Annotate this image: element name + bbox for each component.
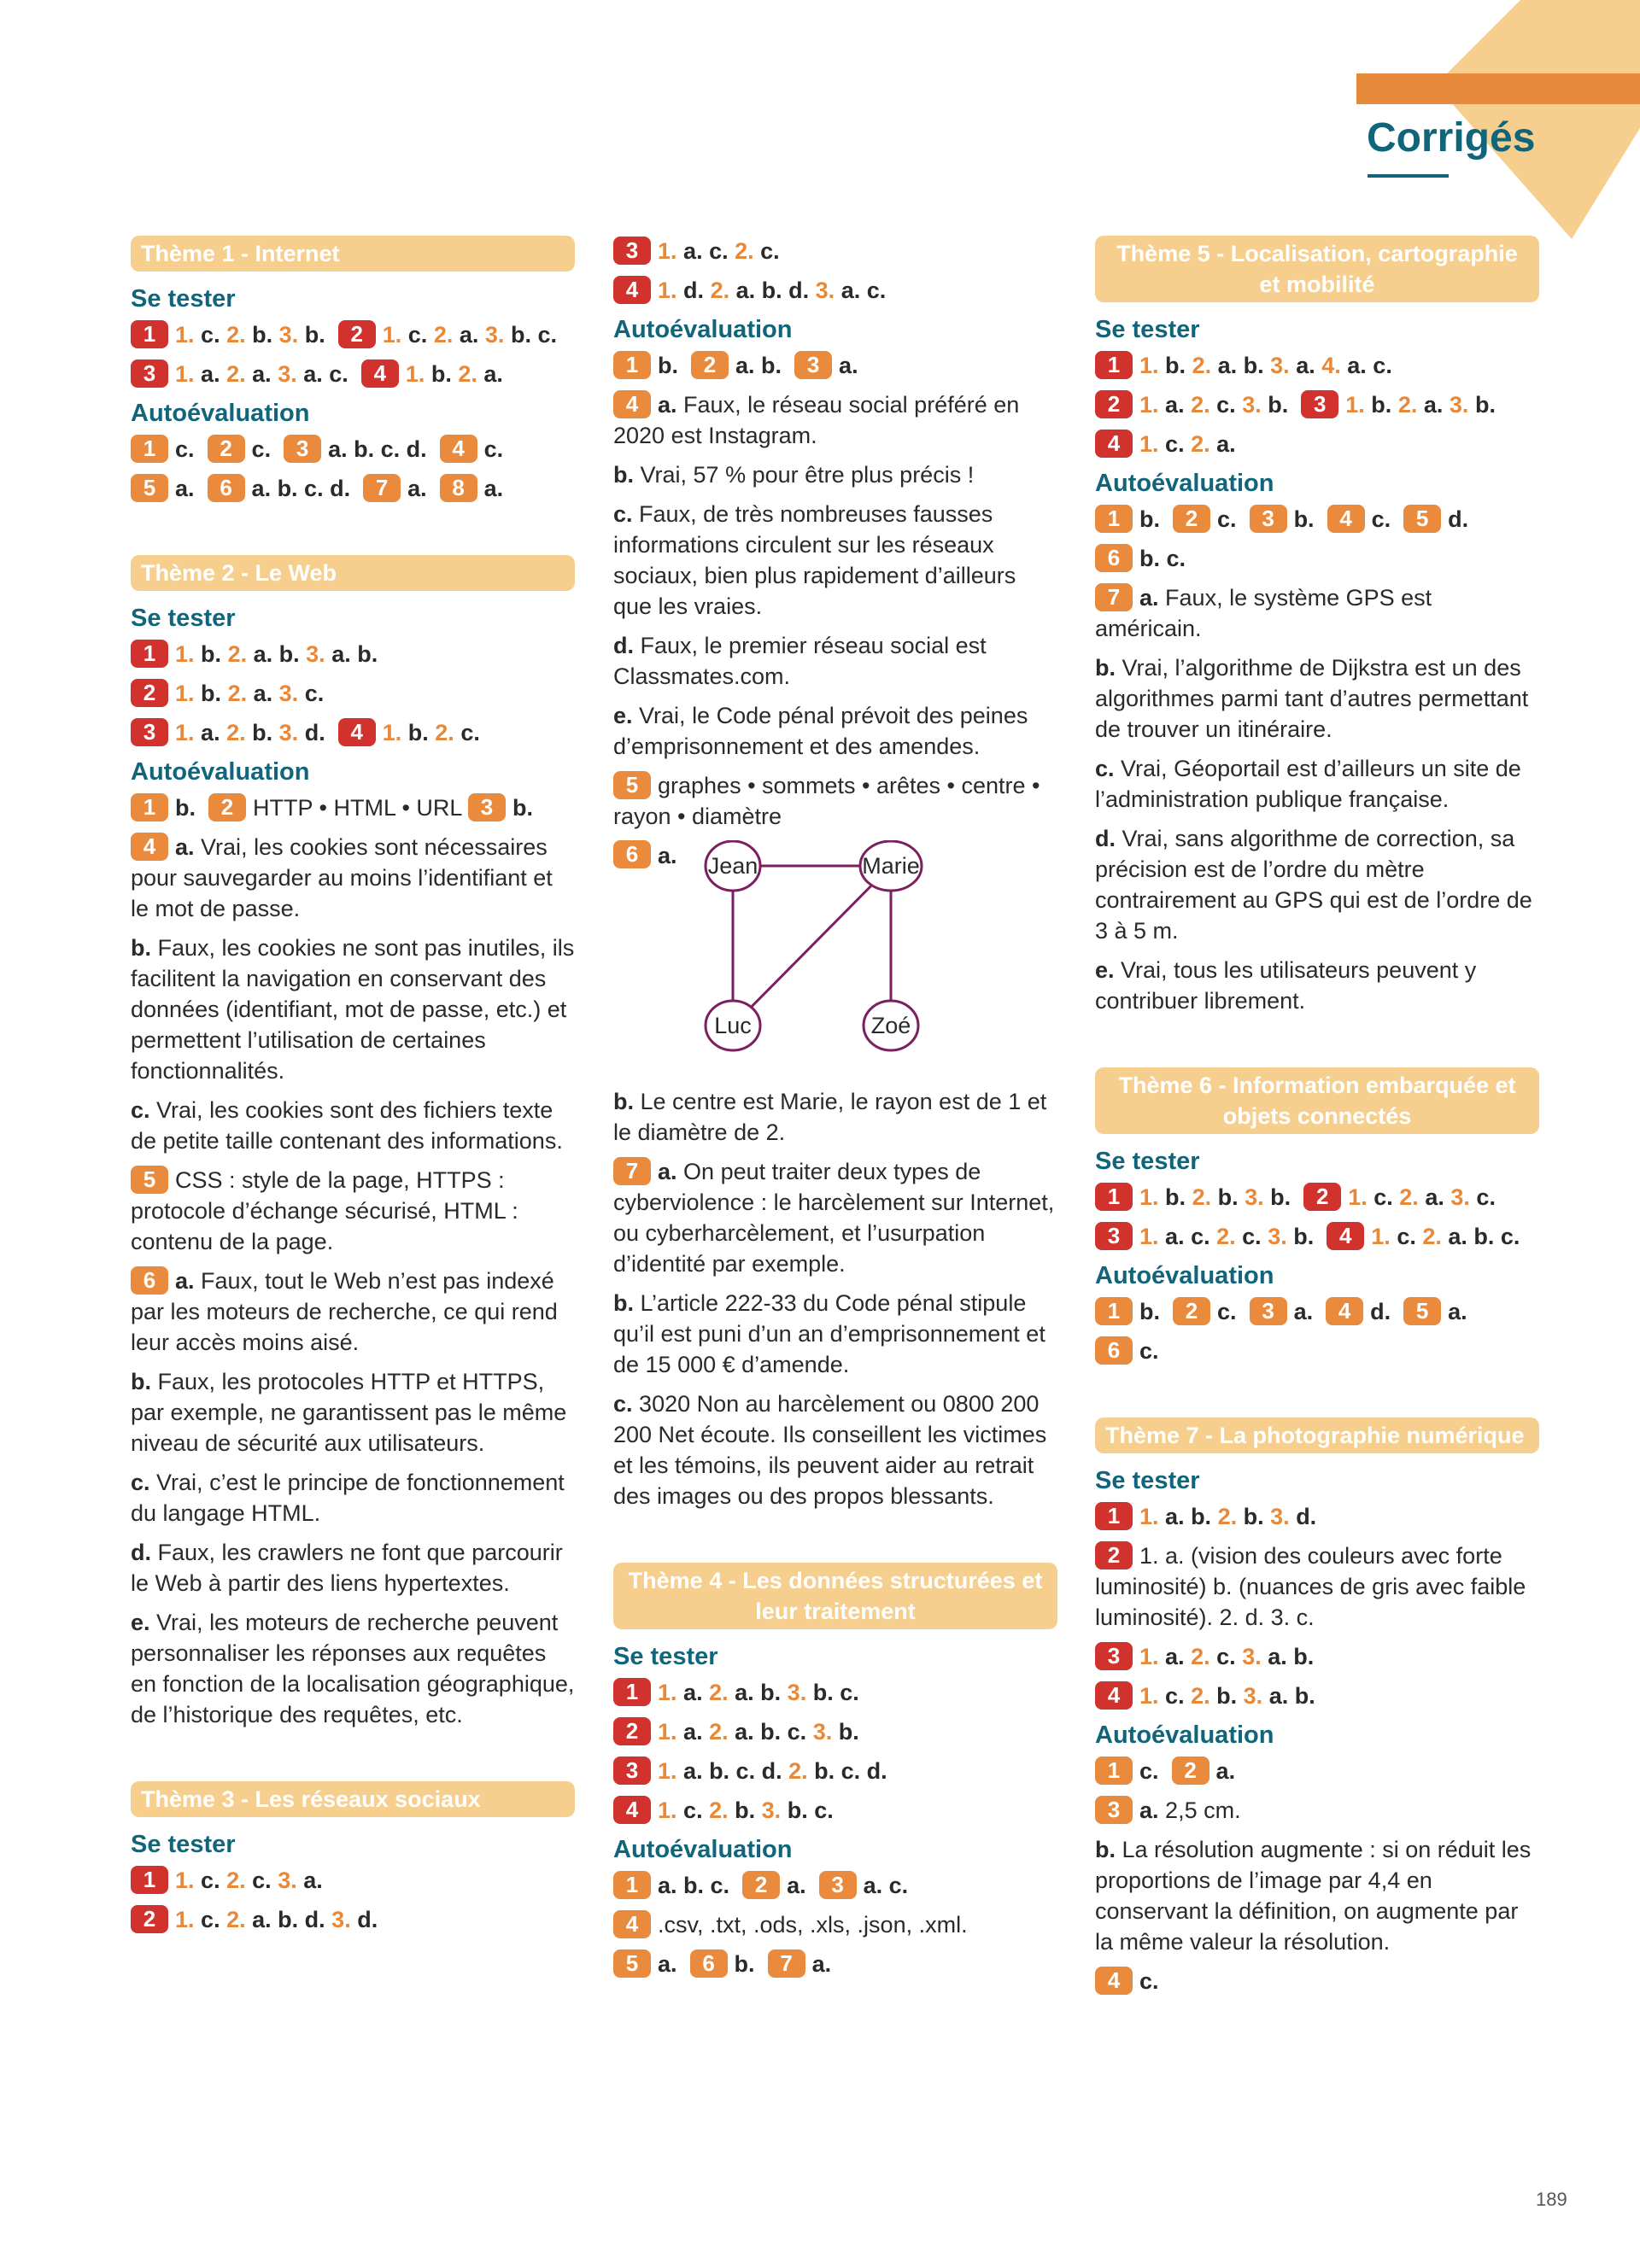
graph-svg — [613, 840, 1057, 1081]
header-bar — [1356, 73, 1640, 104]
answer-paragraph: b. La résolution augmente : si on réduit les proportions de l’image par 4,4 en conservant la définition, on augmente par la même valeur la résolution. — [1095, 1837, 1532, 1955]
se-tester-heading: Se tester — [131, 285, 236, 313]
theme-6-banner: Thème 6 - Information embarquée et objets connectés — [1095, 1067, 1539, 1134]
answer-line: 4 c. — [1095, 1966, 1539, 1996]
answer-line: 4 1. d. 2. a. b. d. 3. a. c. — [613, 275, 1057, 306]
answer-line: 3 1. a. 2. c. 3. a. b. — [1095, 1641, 1539, 1672]
answer-line: 4 .csv, .txt, .ods, .xls, .json, .xml. — [613, 1909, 1057, 1940]
answer-paragraph: 7 a. On peut traiter deux types de cyberviolence : le harcèlement sur Internet, ou cyberharcèlement, et l’usurpation d’identité par exemple. — [613, 1158, 1055, 1277]
answer-line: 2 1. a. 2. a. b. c. 3. b. — [613, 1716, 1057, 1747]
graph-edge — [733, 866, 891, 1026]
answer-paragraph: 2 1. a. (vision des couleurs avec forte luminosité) b. (nuances de gris avec faible luminosité). 2. d. 3. c. — [1095, 1542, 1526, 1630]
answer-paragraph: c. Vrai, les cookies sont des fichiers texte de petite taille contenant des informations. — [131, 1097, 563, 1154]
node-label-jean: Jean — [707, 853, 758, 879]
answer-line: 5 a. 6 a. b. c. d. 7 a. 8 a. — [131, 473, 575, 504]
answer-line: 5 a. 6 b. 7 a. — [613, 1949, 1057, 1979]
autoevaluation-heading: Autoévaluation — [1095, 1721, 1274, 1749]
answer-paragraph: 4 a. Vrai, les cookies sont nécessaires pour sauvegarder au moins l’identifiant et le mot de passe. — [131, 833, 553, 921]
theme-5-banner: Thème 5 - Localisation, cartographie et mobilité — [1095, 236, 1539, 302]
se-tester-heading: Se tester — [1095, 1467, 1200, 1494]
answer-line: 4 1. c. 2. b. 3. b. c. — [613, 1795, 1057, 1826]
answer-line: 3 1. a. 2. a. 3. a. c. 4 1. b. 2. a. — [131, 359, 575, 389]
answer-paragraph: d. Vrai, sans algorithme de correction, sa précision est de l’ordre du mètre contrairement au GPS qui est de l’ordre de 3 à 5 m. — [1095, 826, 1532, 944]
answer-line: 3 1. a. 2. b. 3. d. 4 1. b. 2. c. — [131, 717, 575, 748]
answer-line: 1 1. c. 2. c. 3. a. — [131, 1865, 575, 1896]
answer-line: 3 1. a. c. 2. c. — [613, 236, 1057, 266]
graph-figure: 6 a. Jean Marie Luc Zoé — [613, 840, 1057, 1081]
answer-paragraph: b. Vrai, 57 % pour être plus précis ! — [613, 462, 975, 488]
answer-line: 6 c. — [1095, 1336, 1539, 1366]
answer-line: 2 1. c. 2. a. b. d. 3. d. — [131, 1904, 575, 1935]
answer-paragraph: c. Vrai, c’est le principe de fonctionnement du langage HTML. — [131, 1470, 565, 1526]
se-tester-heading: Se tester — [1095, 316, 1200, 343]
answer-paragraph: 7 a. Faux, le système GPS est américain. — [1095, 584, 1432, 641]
column-3 — [1095, 232, 1539, 2005]
answer-line: 3 1. a. b. c. d. 2. b. c. d. — [613, 1756, 1057, 1786]
answer-paragraph: c. 3020 Non au harcèlement ou 0800 200 200 Net écoute. Ils conseillent les victimes et les témoins, ils peuvent aider au retrait des images ou des propos blessants. — [613, 1391, 1047, 1509]
answer-paragraph: 5 graphes • sommets • arêtes • centre • rayon • diamètre — [613, 772, 1040, 829]
column-1 — [131, 232, 575, 1944]
answer-paragraph: b. Vrai, l’algorithme de Dijkstra est un des algorithmes parmi tant d’autres permettant de trouver un itinéraire. — [1095, 655, 1529, 742]
node-label-zoe: Zoé — [870, 1013, 911, 1038]
page-title: Corrigés — [1367, 115, 1536, 161]
answer-line: 1 c. 2 c. 3 a. b. c. d. 4 c. — [131, 434, 575, 465]
node-label-marie: Marie — [862, 853, 920, 879]
answer-line: 1 c. 2 a. — [1095, 1756, 1539, 1786]
title-underline — [1368, 174, 1449, 178]
se-tester-heading: Se tester — [131, 605, 236, 632]
theme-2-banner: Thème 2 - Le Web — [131, 555, 575, 591]
answer-line: 1 b. 2 a. b. 3 a. — [613, 350, 1057, 381]
answer-paragraph: e. Vrai, les moteurs de recherche peuvent personnaliser les réponses aux requêtes en fonction de la localisation géographique, de l’historique des requêtes, etc. — [131, 1610, 575, 1727]
autoevaluation-heading: Autoévaluation — [1095, 470, 1274, 497]
se-tester-heading: Se tester — [131, 1831, 236, 1858]
theme-4-banner: Thème 4 - Les données structurées et leur traitement — [613, 1563, 1057, 1629]
answer-paragraph: c. Faux, de très nombreuses fausses informations circulent sur les réseaux sociaux, bien plus rapidement d’ailleurs que les vraies. — [613, 501, 1016, 619]
answer-paragraph: b. L’article 222-33 du Code pénal stipule qu’il est puni d’un an d’emprisonnement et de 15 000 € d’amende. — [613, 1290, 1046, 1377]
answer-line: 1 b. 2 c. 3 a. 4 d. 5 a. — [1095, 1296, 1539, 1327]
answer-line: 1 1. a. b. 2. b. 3. d. — [1095, 1501, 1539, 1532]
answer-line: 1 b. 2 HTTP • HTML • URL 3 b. — [131, 792, 575, 823]
autoevaluation-heading: Autoévaluation — [131, 400, 310, 427]
answer-line: 1 b. 2 c. 3 b. 4 c. 5 d. — [1095, 504, 1539, 535]
theme-1-banner: Thème 1 - Internet — [131, 236, 575, 272]
answer-paragraph: b. Faux, les protocoles HTTP et HTTPS, par exemple, ne garantissent pas le même niveau de sécurité aux utilisateurs. — [131, 1369, 567, 1456]
answer-paragraph: e. Vrai, le Code pénal prévoit des peines d’emprisonnement et des amendes. — [613, 703, 1028, 759]
answer-line: 2 1. b. 2. a. 3. c. — [131, 678, 575, 709]
answer-paragraph: 6 a. Faux, tout le Web n’est pas indexé par les moteurs de recherche, ce qui rend leur accès moins aisé. — [131, 1267, 558, 1355]
column-2 — [613, 232, 1057, 1988]
autoevaluation-heading: Autoévaluation — [131, 758, 310, 786]
answer-paragraph: c. Vrai, Géoportail est d’ailleurs un site de l’administration publique française. — [1095, 756, 1521, 812]
answer-line: 4 1. c. 2. a. — [1095, 429, 1539, 459]
autoevaluation-heading: Autoévaluation — [1095, 1262, 1274, 1289]
answer-paragraph: d. Faux, les crawlers ne font que parcourir le Web à partir des liens hypertextes. — [131, 1540, 563, 1596]
answer-line: 4 1. c. 2. b. 3. a. b. — [1095, 1681, 1539, 1711]
answer-line: 6 b. c. — [1095, 543, 1539, 574]
answer-line: 3 a. 2,5 cm. — [1095, 1795, 1539, 1826]
theme-3-banner: Thème 3 - Les réseaux sociaux — [131, 1781, 575, 1817]
page-number: 189 — [1536, 2189, 1567, 2210]
se-tester-heading: Se tester — [1095, 1148, 1200, 1175]
answer-paragraph: e. Vrai, tous les utilisateurs peuvent y contribuer librement. — [1095, 957, 1477, 1014]
se-tester-heading: Se tester — [613, 1643, 718, 1670]
node-label-luc: Luc — [714, 1013, 752, 1038]
answer-paragraph: b. Le centre est Marie, le rayon est de 1 et le diamètre de 2. — [613, 1089, 1047, 1145]
theme-7-banner: Thème 7 - La photographie numérique — [1095, 1418, 1539, 1453]
autoevaluation-heading: Autoévaluation — [613, 1836, 793, 1863]
answer-line: 3 1. a. c. 2. c. 3. b. 4 1. c. 2. a. b. c. — [1095, 1221, 1539, 1252]
answer-paragraph: d. Faux, le premier réseau social est Classmates.com. — [613, 633, 987, 689]
answer-line: 2 1. a. 2. c. 3. b. 3 1. b. 2. a. 3. b. — [1095, 389, 1539, 420]
answer-line: 1 1. c. 2. b. 3. b. 2 1. c. 2. a. 3. b. c. — [131, 319, 575, 350]
answer-paragraph: 5 CSS : style de la page, HTTPS : protocole d’échange sécurisé, HTML : contenu de la page. — [131, 1166, 518, 1254]
answer-paragraph: b. Faux, les cookies ne sont pas inutiles, ils facilitent la navigation en conservant des données (identifiant, mot de passe, etc.) et permettent l’utilisation de certaines fonctionnalités. — [131, 935, 575, 1084]
answer-line: 1 1. b. 2. a. b. 3. a. b. — [131, 639, 575, 669]
answer-paragraph: 4 a. Faux, le réseau social préféré en 2020 est Instagram. — [613, 391, 1020, 448]
answer-line: 1 a. b. c. 2 a. 3 a. c. — [613, 1870, 1057, 1901]
answer-line: 1 1. a. 2. a. b. 3. b. c. — [613, 1677, 1057, 1708]
answer-line: 1 1. b. 2. b. 3. b. 2 1. c. 2. a. 3. c. — [1095, 1182, 1539, 1213]
autoevaluation-heading: Autoévaluation — [613, 316, 793, 343]
answer-line: 1 1. b. 2. a. b. 3. a. 4. a. c. — [1095, 350, 1539, 381]
